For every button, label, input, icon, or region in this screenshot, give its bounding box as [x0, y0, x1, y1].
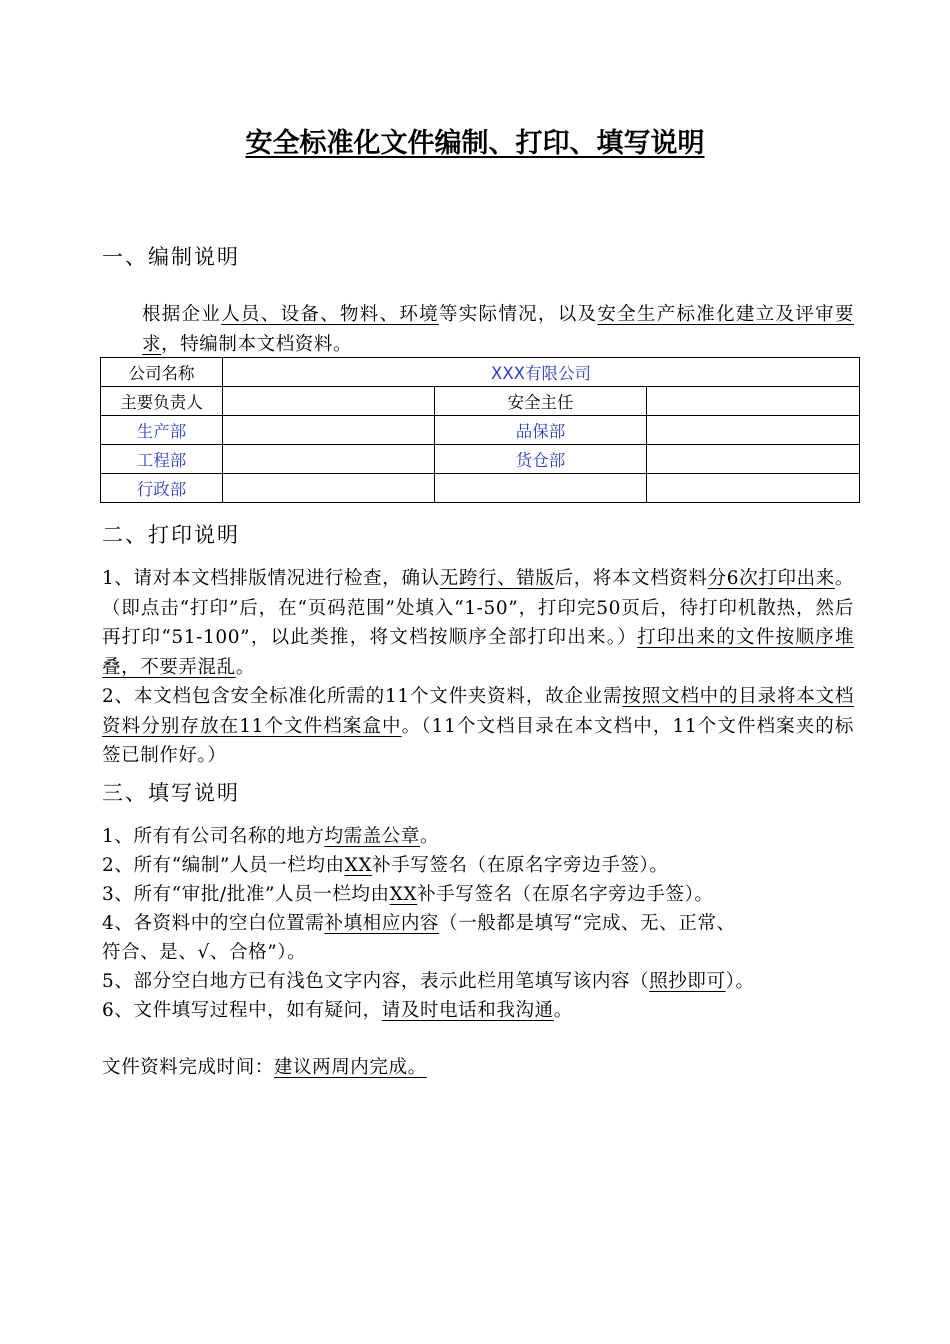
fill6-text-a: 6、文件填写过程中，如有疑问，	[102, 1000, 382, 1021]
completion-value: 建议两周内完成。	[273, 1057, 427, 1078]
fill-line-5	[102, 967, 872, 997]
company-name-label: 公司名称	[101, 358, 223, 387]
dept-engineering-label: 工程部	[101, 445, 223, 474]
print1-text-b: 后，将本文档资料	[554, 568, 708, 589]
dept-quality-label: 品保部	[435, 416, 647, 445]
print1-text-u2: 分6次打印出来	[707, 568, 835, 589]
fill4-text-a: 4、各资料中的空白位置需	[102, 913, 325, 934]
print1-text-u1: 无跨行、错版	[439, 568, 555, 589]
fill-line-4	[102, 909, 872, 939]
compile-text-b: 等实际情况，以及	[438, 304, 598, 325]
fill6-text-u: 请及时电话和我沟通	[381, 1000, 554, 1021]
print1-text-a: 1、请对本文档排版情况进行检查，确认	[102, 568, 440, 589]
compile-text-u1: 人员、设备、物料、环境	[221, 304, 439, 325]
fill2-text-u: XX	[344, 855, 373, 876]
empty-cell[interactable]	[435, 474, 647, 503]
fill-line-3	[102, 880, 872, 910]
fill4-text-b: （一般都是填写“完成、无、正常、	[439, 913, 736, 934]
fill-line-6	[102, 996, 872, 1026]
page-title: 安全标准化文件编制、打印、填写说明	[245, 128, 705, 159]
table-row	[101, 445, 860, 474]
fill5-text-b: ）。	[725, 971, 755, 992]
safety-officer-value[interactable]	[647, 387, 860, 416]
fill3-text-a: 3、所有“审批/批准”人员一栏均由	[102, 884, 390, 905]
completion-time	[102, 1053, 427, 1082]
fill-line-2	[102, 851, 872, 881]
compile-paragraph	[102, 300, 854, 359]
fill-line-4-cont	[102, 938, 872, 968]
print2-text-a: 2、本文档包含安全标准化所需的11个文件夹资料，故企业需	[102, 686, 623, 707]
dept-quality-value[interactable]	[647, 416, 860, 445]
compile-text-u2: 安全生产标准化建立及评审要求	[142, 304, 854, 355]
safety-officer-label: 安全主任	[435, 387, 647, 416]
table-row	[101, 358, 860, 387]
fill1-text-u: 均需盖公章	[324, 826, 420, 847]
table-row	[101, 474, 860, 503]
leader-label: 主要负责人	[101, 387, 223, 416]
dept-production-value[interactable]	[223, 416, 435, 445]
leader-value[interactable]	[223, 387, 435, 416]
compile-text-c: ，特编制本文档资料。	[161, 333, 353, 355]
fill5-text-a: 5、部分空白地方已有浅色文字内容，表示此栏用笔填写该内容（	[102, 971, 650, 992]
empty-cell[interactable]	[647, 474, 860, 503]
dept-admin-label: 行政部	[101, 474, 223, 503]
company-info-table	[100, 357, 860, 503]
table-row	[101, 416, 860, 445]
print1-text-c: 。（即点击“打印”后，在“页码范围”处填入“1-50”，打印完50页后，待打印机散热，然后再打印“51-100”，以此类推，将文档按顺序全部打印出来。）	[102, 568, 854, 648]
fill2-text-a: 2、所有“编制”人员一栏均由	[102, 855, 345, 876]
fill-line-1	[102, 822, 872, 852]
print1-text-d: 。	[235, 656, 255, 678]
fill1-text-b: 。	[420, 826, 440, 847]
section-heading-compile: 一、编制说明	[102, 245, 240, 269]
dept-admin-value[interactable]	[223, 474, 435, 503]
section-heading-print: 二、打印说明	[102, 523, 240, 547]
fill6-text-b: 。	[553, 1000, 573, 1021]
fill5-text-u: 照抄即可	[649, 971, 726, 992]
dept-production-label: 生产部	[101, 416, 223, 445]
fill1-text-a: 1、所有有公司名称的地方	[102, 826, 325, 847]
print2-text-b: 。（11个文档目录在本文档中，11个文件档案夹的标签已制作好。）	[102, 715, 854, 766]
company-name-value[interactable]: XXX有限公司	[223, 358, 860, 387]
print2-text-u1: 按照文档中的目录将本文档资料分别存放在11个文件档案盒中	[102, 686, 854, 737]
dept-warehouse-value[interactable]	[647, 445, 860, 474]
print1-text-u3: 打印出来的文件按顺序堆叠，不要弄混乱	[102, 627, 854, 678]
completion-label: 文件资料完成时间：	[102, 1057, 274, 1078]
section-heading-fill: 三、填写说明	[102, 781, 240, 805]
fill4-text-c: 符合、是、√、合格”）。	[102, 942, 307, 963]
compile-text-a: 根据企业	[142, 304, 222, 325]
table-row	[101, 387, 860, 416]
fill3-text-u: XX	[389, 884, 418, 905]
print-item-2	[102, 682, 854, 771]
fill3-text-b: 补手写签名（在原名字旁边手签）。	[417, 884, 714, 905]
dept-engineering-value[interactable]	[223, 445, 435, 474]
dept-warehouse-label: 货仓部	[435, 445, 647, 474]
fill2-text-b: 补手写签名（在原名字旁边手签）。	[372, 855, 669, 876]
fill4-text-u: 补填相应内容	[324, 913, 440, 934]
print-item-1	[102, 564, 854, 682]
